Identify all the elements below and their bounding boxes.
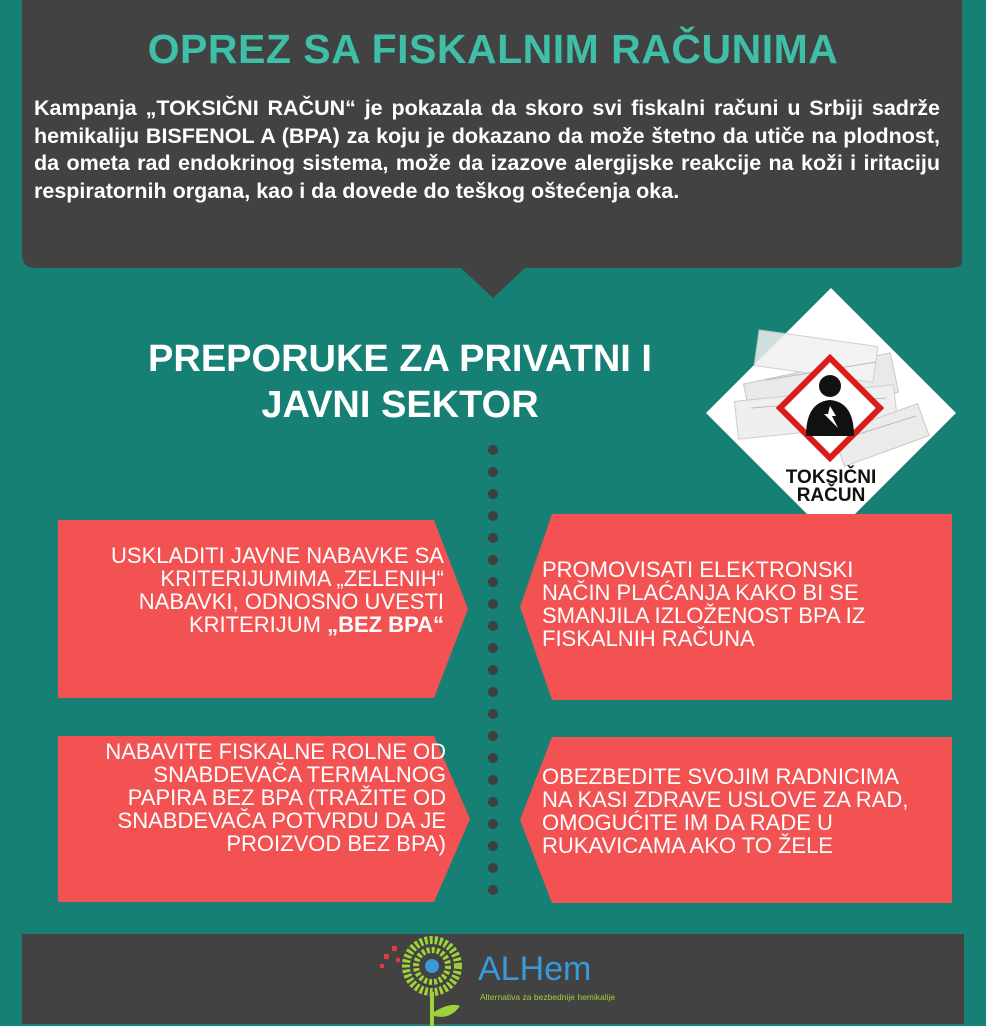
section-title (90, 336, 710, 428)
intro-paragraph: Kampanja „TOKSIČNI RAČUN“ je pokazala da skoro svi fiskalni računi u Srbiji sadrže hemikaliju BISFENOL A (BPA) za koju je dokazano da može štetno da utiče na plodnost, da ometa rad endokrinog sistema, može da izazove alergijske reakcije na koži i iritaciju respiratornih organa, kao i da dovede do teškog oštećenja oka. (34, 96, 940, 203)
recommendation-text: NABAVITE FISKALNE ROLNE OD SNABDEVAČA TERMALNOG PAPIRA BEZ BPA (TRAŽITE OD SNABDEVAČA POTVRDU DA JE PROIZVOD BEZ BPA) (105, 739, 446, 856)
footer (0, 928, 986, 1024)
recommendation-box-electronic-payment (520, 514, 952, 700)
recommendation-box-green-procurement (58, 520, 468, 698)
recommendation-box-bpa-free-rolls (58, 736, 470, 902)
section-title-line1: PREPORUKE ZA PRIVATNI I (148, 338, 652, 380)
dotted-divider (484, 440, 504, 900)
badge-label-line1: TOKSIČNI (785, 467, 877, 488)
recommendation-text-main: USKLADITI JAVNE NABAVKE SA KRITERIJUMIMA „ZELENIH“ NABAVKI, ODNOSNO UVESTI KRITERIJUM (111, 543, 444, 637)
section-title-line2: JAVNI SEKTOR (261, 384, 539, 426)
intro-banner (0, 0, 986, 300)
recommendation-box-worker-gloves (520, 737, 952, 903)
recommendation-text (104, 544, 444, 636)
toxic-receipt-badge (706, 288, 956, 538)
recommendation-text-bold: „BEZ BPA“ (327, 612, 444, 637)
alhem-logo-icon (374, 936, 474, 1026)
badge-label-line2: RAČUN (796, 485, 866, 506)
recommendation-text: OBEZBEDITE SVOJIM RADNICIMA NA KASI ZDRAVE USLOVE ZA RAD, OMOGUĆITE IM DA RADE U RUKAVICAMA AKO TO ŽELE (542, 764, 909, 858)
recommendation-text: PROMOVISATI ELEKTRONSKI NAČIN PLAĆANJA KAKO BI SE SMANJILA IZLOŽENOST BPA IZ FISKALNIH RAČUNA (542, 557, 866, 651)
logo-name: ALHem (478, 950, 592, 988)
page-title: OPREZ SA FISKALNIM RAČUNIMA (147, 26, 839, 72)
logo-tagline: Alternativa za bezbednije hemikalije (480, 992, 616, 1002)
